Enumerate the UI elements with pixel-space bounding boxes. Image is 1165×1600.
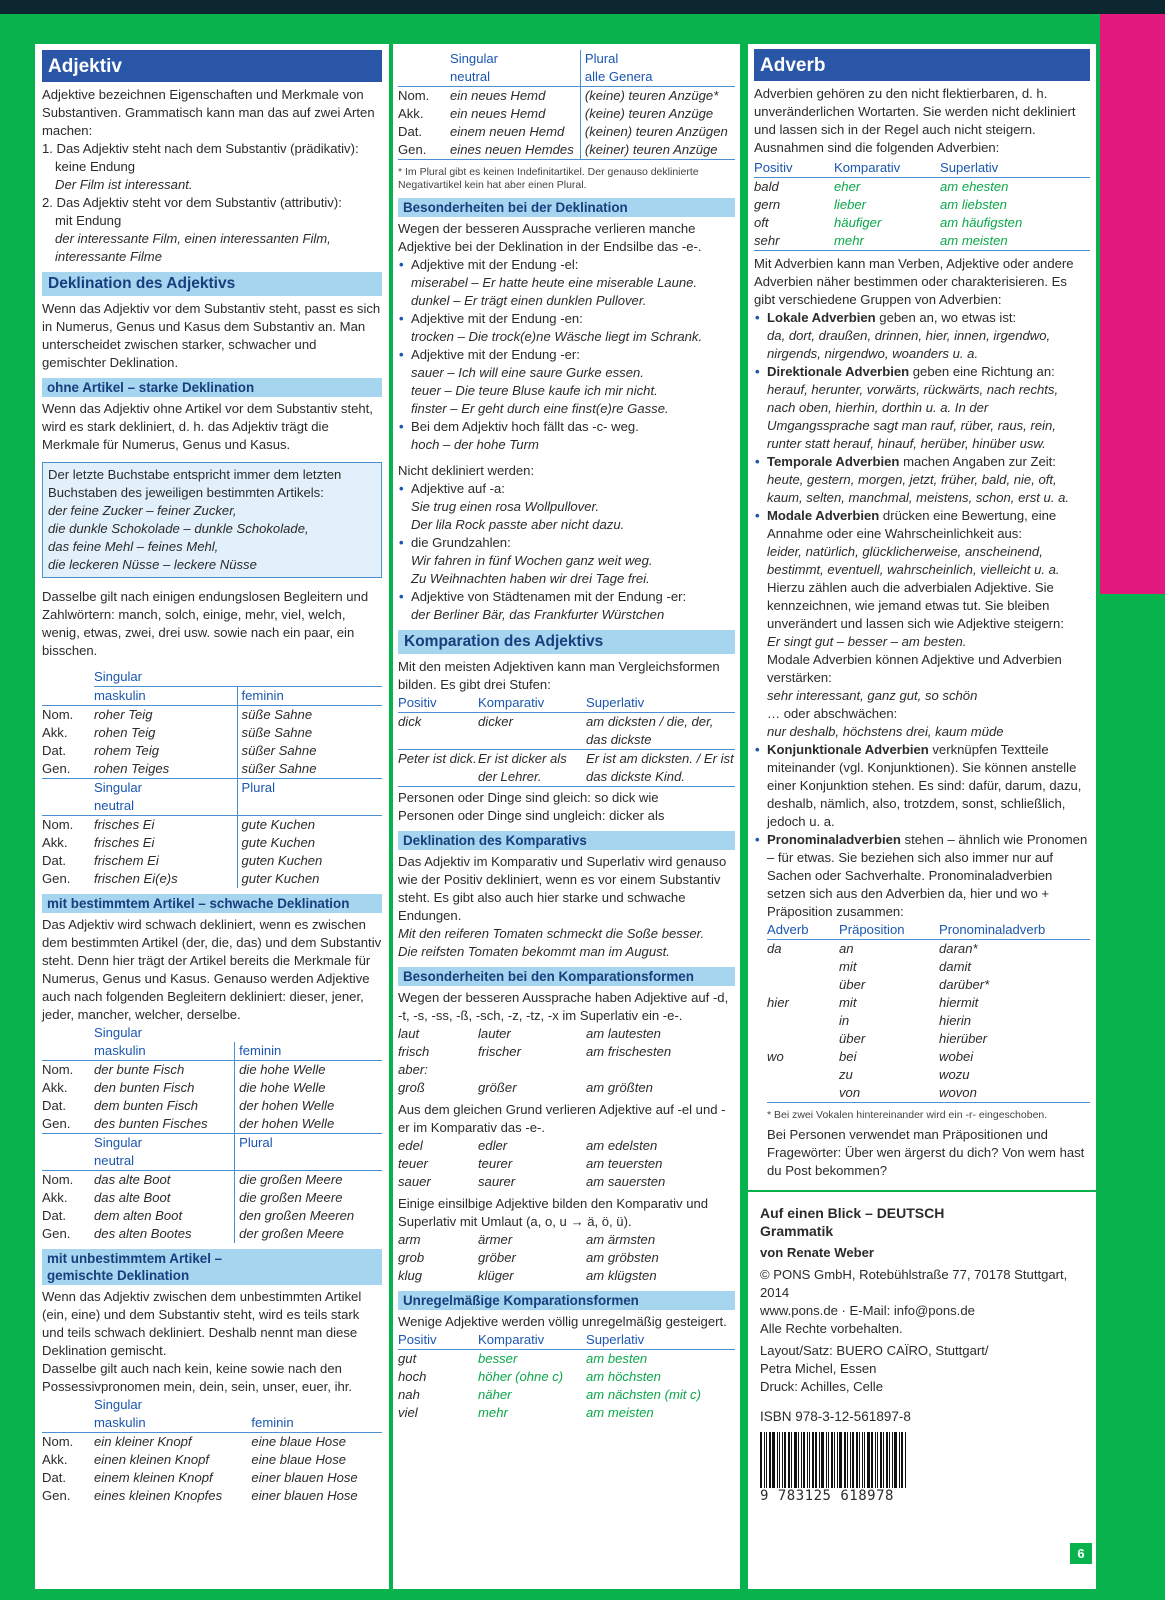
table-adverb-comparison <box>754 159 1090 251</box>
table-row: Gen. frischen Ei(e)s guter Kuchen <box>42 870 382 888</box>
barcode-bar <box>837 1432 838 1488</box>
table-header: Positiv <box>754 160 793 175</box>
table-row: Nom. ein kleiner Knopf eine blaue Hose <box>42 1434 347 1449</box>
barcode-bar <box>867 1432 870 1488</box>
table-row: Akk. den bunten Fisch die hohe Welle <box>42 1079 382 1097</box>
list-item: • Lokale Adverbien geben an, wo etwas ist: da, dort, draußen, drinnen, hier, innen, irgendwo, nirgends, nirgendwo, woanders u. a. <box>754 309 1090 363</box>
table-row: grob gröber am gröbsten <box>398 1250 659 1265</box>
table-row: Dat. dem bunten Fisch der hohen Welle <box>42 1097 382 1115</box>
barcode-bar <box>892 1432 893 1488</box>
table-row: nah näher am nächsten (mit c) <box>398 1387 701 1402</box>
table-row: Gen. des alten Bootes der großen Meere <box>42 1225 382 1243</box>
barcode-bar <box>856 1432 858 1488</box>
comp-equal: Personen oder Dinge sind gleich: so dick wie <box>398 790 659 805</box>
table-header: feminin <box>251 1415 294 1430</box>
table-row: gut besser am besten <box>398 1351 648 1366</box>
comp-intro: Mit den meisten Adjektiven kann man Vergleichsformen bilden. Es gibt drei Stufen: <box>398 659 720 692</box>
table-row: Gen. eines kleinen Knopfes einer blauen Hose <box>42 1488 358 1503</box>
table-row: Nom. ein neues Hemd (keine) teuren Anzüge* <box>398 87 735 106</box>
column-adjektiv <box>35 44 389 1589</box>
table-header: alle Genera <box>580 68 735 87</box>
table-row: Akk. rohen Teig süße Sahne <box>42 724 382 742</box>
list-item: • Adjektive von Städtenamen mit der Endung -er: der Berliner Bär, das Frankfurter Würstchen <box>398 588 735 624</box>
table-row: wo bei wobei <box>767 1049 974 1064</box>
bk-text-3: Einige einsilbige Adjektive bilden den Komparativ und Superlativ mit Umlaut (a, o, u → ä, ö, ü). <box>398 1196 709 1229</box>
barcode-bar <box>862 1432 863 1488</box>
column-adverb <box>748 44 1096 1589</box>
isbn: ISBN 978-3-12-561897-8 <box>760 1409 911 1424</box>
barcode-bar <box>784 1432 786 1488</box>
barcode-bar <box>815 1432 817 1488</box>
table-bk1 <box>398 1025 735 1097</box>
table-row: über darüber* <box>839 977 990 992</box>
decl-text: Wenn das Adjektiv vor dem Substantiv steht, passt es sich in Numerus, Genus und Kasus dem Substantiv an. Man unterscheidet zwischen starker, schwacher und gemischter Deklination. <box>42 301 381 370</box>
barcode-bar <box>779 1432 780 1488</box>
heading-deklination-komparativ: Deklination des Komparativs <box>398 831 735 850</box>
barcode-bar <box>877 1432 878 1488</box>
table-row: Nom. frisches Ei gute Kuchen <box>42 816 382 835</box>
table-bk3 <box>398 1231 735 1285</box>
column-komparation <box>393 44 740 1589</box>
groups-intro: Mit Adverbien kann man Verben, Adjektive oder andere Adverbien näher bestimmen oder charakterisieren. Es gibt verschiedene Gruppen von Adverbien: <box>754 256 1074 307</box>
table-header: Komparativ <box>478 1332 545 1347</box>
barcode-bar <box>760 1432 762 1488</box>
table-header: Plural <box>580 50 735 68</box>
table-header: Pronominaladverb <box>939 922 1046 937</box>
comp-unequal: Personen oder Dinge sind ungleich: dicker als <box>398 808 665 823</box>
table-header: Adverb <box>767 922 809 937</box>
barcode-bar <box>901 1432 903 1488</box>
table-header: Präposition <box>839 922 905 937</box>
barcode-bar <box>772 1432 775 1488</box>
table-header: Komparativ <box>478 695 545 710</box>
table-row: Gen. des bunten Fisches der hohen Welle <box>42 1115 382 1134</box>
info-box <box>42 462 382 578</box>
table-row: Nom. roher Teig süße Sahne <box>42 706 382 725</box>
list-item: • Pronominaladverbien stehen – ähnlich wie Pronomen – für etwas. Sie beziehen sich also immer nur auf Sachen oder Sachverhalte. Pronominaladverbien setzen sich aus den Adverbien da, hier und wo + Präposition zusammen: <box>754 831 1090 921</box>
dk-text: Das Adjektiv im Komparativ und Superlativ wird genauso wie der Positiv dekliniert, wenn es vor einem Substantiv steht. Es gibt also auch hier starke und schwache Endungen. <box>398 854 727 923</box>
table-row: Dat. frischem Ei guten Kuchen <box>42 852 382 870</box>
barcode-bar <box>809 1432 810 1488</box>
table-header: Komparativ <box>834 160 901 175</box>
section-title-adjektiv: Adjektiv <box>42 50 382 82</box>
table-row: hoch höher (ohne c) am höchsten <box>398 1369 661 1384</box>
table-row: oft häufiger am häufigsten <box>754 215 1023 230</box>
list-item-1: 1. Das Adjektiv steht nach dem Substantiv (prädikativ): <box>42 141 359 156</box>
table-header: maskulin <box>94 1415 146 1430</box>
same-text: Dasselbe gilt nach einigen endungslosen Begleitern und Zahlwörtern: manch, solch, einige, mehr, viel, welch, wenig, etwas, zwei, drei usw. sowie nach ein paar, ein bisschen. <box>42 589 369 658</box>
book-title: Auf einen Blick – DEUTSCH <box>760 1205 945 1221</box>
not-declined-list <box>398 480 735 624</box>
table-header: Singular <box>94 1397 143 1412</box>
table-row: dick dicker am dicksten / die, der, das dickste <box>398 713 735 750</box>
table-row: Nom. der bunte Fisch die hohe Welle <box>42 1061 382 1080</box>
barcode-bar <box>847 1432 848 1488</box>
heading-schwache-deklination: mit bestimmtem Artikel – schwache Deklination <box>42 894 382 913</box>
weak-text: Das Adjektiv wird schwach dekliniert, wenn es zwischen dem bestimmten Artikel (der, die, das) und dem Substantiv steht. Denn hier trägt der Artikel bereits die Merkmale für Numerus, Genus und Kasus. Genauso werden Adjektive auch nach folgenden Begleitern dekliniert: dieser, jener, jeder, mancher, welcher, derselbe. <box>42 917 382 1022</box>
table-strong <box>42 668 382 888</box>
barcode-bar <box>794 1432 797 1488</box>
table-row: aber: <box>398 1062 428 1077</box>
table-row: frisch frischer am frischesten <box>398 1044 672 1059</box>
strong-text: Wenn das Adjektiv ohne Artikel vor dem Substantiv steht, wird es stark dekliniert, d. h. das Adjektiv trägt die Merkmale für Numerus, Genus und Kasus. <box>42 401 373 452</box>
publisher-info <box>748 1190 1096 1504</box>
list-item: • Adjektive mit der Endung -er: sauer – Ich will eine saure Gurke essen. teuer – Die teure Bluse kaufe ich mir nicht. finster – Er geht durch eine finst(e)re Gasse. <box>398 346 735 418</box>
heading-besonderheiten-komparation: Besonderheiten bei den Komparationsformen <box>398 967 735 986</box>
table-row: Akk. einen kleinen Knopf eine blaue Hose <box>42 1452 347 1467</box>
table-comparison <box>398 694 735 787</box>
barcode-bar <box>844 1432 846 1488</box>
section-title-adverb: Adverb <box>754 49 1090 81</box>
mixed-text-2: Dasselbe gilt auch nach kein, keine sowie nach den Possessivpronomen mein, dein, sein, unser, euer, ihr. <box>42 1361 353 1394</box>
table-row: Nom. das alte Boot die großen Meere <box>42 1171 382 1190</box>
table-header: maskulin <box>94 688 146 703</box>
top-dark-bar <box>0 0 1165 14</box>
table-row: zu wozu <box>839 1067 970 1082</box>
barcode-bar <box>807 1432 808 1488</box>
barcode-bar <box>812 1432 814 1488</box>
adverb-intro: Adverbien gehören zu den nicht flektierbaren, d. h. unveränderlichen Wortarten. Sie werden nicht dekliniert und lassen sich in der Regel auch nicht steigern. Ausnahmen sind die folgenden Adverbien: <box>754 86 1076 155</box>
mixed-text: Wenn das Adjektiv zwischen dem unbestimmten Artikel (ein, eine) und dem Substantiv steht, wird es teils stark und teils schwach dekliniert. Deshalb nennt man diese Deklination gemischt. <box>42 1289 362 1358</box>
table-header: Plural <box>235 1134 382 1153</box>
list-item: • Modale Adverbien drücken eine Bewertung, eine Annahme oder eine Wahrscheinlichkeit aus: leider, natürlich, glücklicherweise, anscheinend, bestimmt, eventuell, wahrscheinlich, vielleicht u. a. Hierzu zählen auch die adverbialen Adjektive. Sie kennzeichnen, wie jemand etwas tut. Sie bleiben unverändert und lassen sich wie Adjektive steigern: Er singt gut – besser – am besten. Modale Adverbien können Adjektive und Adverbien verstärken: sehr interessant, ganz gut, so schön … oder abschwächen: nur deshalb, höchstens drei, kaum müde <box>754 507 1090 741</box>
barcode-bar <box>889 1432 890 1488</box>
barcode-bar <box>782 1432 783 1488</box>
box-example: die dunkle Schokolade – dunkle Schokolade, <box>48 521 309 536</box>
barcode-bar <box>859 1432 860 1488</box>
barcode-bar <box>875 1432 876 1488</box>
barcode-bar <box>826 1432 827 1488</box>
table-row: Peter ist dick. Er ist dicker als der Lehrer. Er ist am dicksten. / Er ist das dickste Kind. <box>398 750 735 787</box>
table-header: Positiv <box>398 695 437 710</box>
table-row: klug klüger am klügsten <box>398 1268 657 1283</box>
dk-example: Mit den reiferen Tomaten schmeckt die Soße besser. <box>398 926 705 941</box>
table-bk2 <box>398 1137 735 1191</box>
intro-text: Adjektive bezeichnen Eigenschaften und Merkmale von Substantiven. Grammatisch kann man das auf zwei Arten machen: <box>42 87 375 138</box>
table-row: laut lauter am lautesten <box>398 1026 661 1041</box>
table-row: hier mit hiermit <box>767 995 979 1010</box>
barcode-bar <box>791 1432 792 1488</box>
table-row: Akk. frisches Ei gute Kuchen <box>42 834 382 852</box>
table-row: Akk. das alte Boot die großen Meere <box>42 1189 382 1207</box>
table-row: Akk. ein neues Hemd (keine) teuren Anzüge <box>398 105 735 123</box>
table-header: Singular <box>94 668 382 687</box>
barcode-bar <box>834 1432 835 1488</box>
barcode-bar <box>801 1432 802 1488</box>
table-row: über hierüber <box>839 1031 988 1046</box>
list-item: • Adjektive mit der Endung -en: trocken – Die trock(e)ne Wäsche liegt im Schrank. <box>398 310 735 346</box>
special-list <box>398 256 735 454</box>
barcode-bar <box>894 1432 897 1488</box>
barcode-bar <box>764 1432 765 1488</box>
list-item: • Bei dem Adjektiv hoch fällt das -c- weg. hoch – der hohe Turm <box>398 418 735 454</box>
table-row: sehr mehr am meisten <box>754 232 1090 251</box>
not-declined-heading: Nicht dekliniert werden: <box>398 463 535 478</box>
box-intro: Der letzte Buchstabe entspricht immer dem letzten Buchstaben des jeweiligen bestimmten Artikels: <box>48 467 342 500</box>
table-mixed-cont <box>398 50 735 160</box>
table-row: Gen. eines neuen Hemdes (keiner) teuren Anzüge <box>398 141 735 160</box>
table-row: Gen. rohen Teiges süßer Sahne <box>42 760 382 779</box>
table-row: von wovon <box>767 1084 1090 1103</box>
table-row: bald eher am ehesten <box>754 179 1009 194</box>
heading-besonderheiten-deklination: Besonderheiten bei der Deklination <box>398 198 735 217</box>
pink-side-tab <box>1100 14 1165 594</box>
heading-unregelmaessig: Unregelmäßige Komparationsformen <box>398 1291 735 1310</box>
barcode-bar <box>828 1432 829 1488</box>
list-item: • die Grundzahlen: Wir fahren in fünf Wochen ganz weit weg. Zu Weihnachten haben wir drei Tage frei. <box>398 534 735 588</box>
table-row: groß größer am größten <box>398 1080 653 1095</box>
table-pronominal <box>767 921 1090 1103</box>
bk-text-2: Aus dem gleichen Grund verlieren Adjektive auf -el und -er im Komparativ das -e-. <box>398 1102 726 1135</box>
list-item: • Direktionale Adverbien geben eine Richtung an: herauf, herunter, vorwärts, rückwärts, nach rechts, nach oben, hierhin, dorthin u. a. In der Umgangssprache sagt man rauf, rüber, raus, rein, runter statt herauf, hinauf, herüber, hinüber usw. <box>754 363 1090 453</box>
list-item: • Adjektive mit der Endung -el: miserabel – Er hatte heute eine miserable Laune. dunkel – Er trägt einen dunklen Pullover. <box>398 256 735 310</box>
barcode-bar <box>871 1432 873 1488</box>
barcode-bar <box>880 1432 882 1488</box>
table-row: viel mehr am meisten <box>398 1405 654 1420</box>
table-row: Dat. einem neuen Hemd (keinen) teuren Anzügen <box>398 123 735 141</box>
list-item-2-detail: mit Endung <box>55 213 122 228</box>
special-intro: Wegen der besseren Aussprache verlieren manche Adjektive bei der Deklination in der Endsilbe das -e-. <box>398 221 702 254</box>
layout-credit-2: Petra Michel, Essen <box>760 1361 877 1376</box>
list-item-2-example: der interessante Film, einen interessanten Film, interessante Filme <box>55 231 331 264</box>
table-row: Dat. einem kleinen Knopf einer blauen Hose <box>42 1470 358 1485</box>
table-row: da an daran* <box>767 941 978 956</box>
list-item: • Temporale Adverbien machen Angaben zur Zeit: heute, gestern, morgen, jetzt, früher, bald, nie, oft, kaum, selten, manchmal, meistens, schon, erst u. a. <box>754 453 1090 507</box>
barcode-digits: 9 783125 618978 <box>760 1488 894 1504</box>
barcode-bar <box>886 1432 888 1488</box>
barcode-bar <box>769 1432 771 1488</box>
table-row: in hierin <box>839 1013 972 1028</box>
table-row: edel edler am edelsten <box>398 1138 658 1153</box>
publisher-address: © PONS GmbH, Rotebühlstraße 77, 70178 Stuttgart, 2014 <box>760 1267 1068 1300</box>
layout-credit: Layout/Satz: BUERO CAÏRO, Stuttgart/ <box>760 1343 989 1358</box>
table-header: feminin <box>235 1042 382 1061</box>
barcode-bar <box>883 1432 884 1488</box>
table-header: neutral <box>450 69 491 84</box>
box-example: die leckeren Nüsse – leckere Nüsse <box>48 557 257 572</box>
barcode-bar <box>803 1432 805 1488</box>
table-header: Plural <box>237 779 382 798</box>
barcode-bar <box>819 1432 820 1488</box>
author: von Renate Weber <box>760 1245 874 1260</box>
table-header: Singular <box>94 1135 143 1150</box>
heading-starke-deklination: ohne Artikel – starke Deklination <box>42 378 382 397</box>
barcode-bar <box>899 1432 900 1488</box>
bk-text: Wegen der besseren Aussprache haben Adjektive auf -d, -t, -s, -ss, -ß, -sch, -z, -tz, -x im Superlativ ein -e-. <box>398 990 729 1023</box>
barcode-bar <box>839 1432 842 1488</box>
table-header: feminin <box>237 687 382 706</box>
list-item-1-detail: keine Endung <box>55 159 136 174</box>
personen-text: Bei Personen verwendet man Präpositionen und Fragewörter: Über wen ärgerst du dich? Von wem hast du Post bekommen? <box>767 1127 1085 1178</box>
barcode-bar <box>798 1432 799 1488</box>
dk-example: Die reifsten Tomaten bekommt man im August. <box>398 944 670 959</box>
list-item-1-example: Der Film ist interessant. <box>55 177 193 192</box>
table-header: neutral <box>94 1153 135 1168</box>
barcode-bar <box>788 1432 790 1488</box>
heading-komparation: Komparation des Adjektivs <box>398 630 735 654</box>
box-example: der feine Zucker – feiner Zucker, <box>48 503 237 518</box>
table-header: Superlativ <box>586 695 645 710</box>
list-item: • Adjektive auf -a: Sie trug einen rosa Wollpullover. Der lila Rock passte aber nicht dazu. <box>398 480 735 534</box>
list-item: • Konjunktionale Adverbien verknüpfen Textteile miteinander (vgl. Konjunktionen). Sie können anstelle einer Konjunktion stehen. Es sind: dafür, darum, dazu, deshalb, nämlich, also, trotzdem, sonst, schließlich, jedoch u. a. <box>754 741 1090 831</box>
table-row: gern lieber am liebsten <box>754 197 1007 212</box>
barcode-bars <box>760 1432 915 1488</box>
barcode-bar <box>852 1432 854 1488</box>
heading-deklination: Deklination des Adjektivs <box>42 272 382 296</box>
table-row: Dat. rohem Teig süßer Sahne <box>42 742 382 760</box>
table-header: Superlativ <box>586 1332 645 1347</box>
table-row: sauer saurer am sauersten <box>398 1174 666 1189</box>
barcode-bar <box>766 1432 767 1488</box>
box-example: das feine Mehl – feines Mehl, <box>48 539 219 554</box>
publisher-web: www.pons.de · E-Mail: info@pons.de <box>760 1303 975 1318</box>
book-subtitle: Grammatik <box>760 1223 834 1239</box>
list-item-2: 2. Das Adjektiv steht vor dem Substantiv (attributiv): <box>42 195 342 210</box>
table-row: mit damit <box>839 959 972 974</box>
barcode-bar <box>864 1432 865 1488</box>
barcode <box>760 1432 915 1504</box>
table-irregular <box>398 1331 735 1422</box>
footnote: * Im Plural gibt es keinen Indefinitartikel. Der genauso deklinierte Negativartikel kein hat aber einen Plural. <box>398 166 699 191</box>
barcode-bar <box>905 1432 906 1488</box>
rights: Alle Rechte vorbehalten. <box>760 1321 903 1336</box>
pronominal-footnote: * Bei zwei Vokalen hintereinander wird ein -r- eingeschoben. <box>767 1109 1048 1121</box>
table-header: Singular <box>450 51 499 66</box>
table-row: teuer teurer am teuersten <box>398 1156 663 1171</box>
barcode-bar <box>850 1432 851 1488</box>
page-number: 6 <box>1070 1543 1092 1564</box>
table-header: Superlativ <box>940 160 999 175</box>
table-header: Singular <box>94 780 143 795</box>
table-mixed <box>42 1396 382 1505</box>
table-header: maskulin <box>94 1043 146 1058</box>
barcode-bar <box>821 1432 824 1488</box>
heading-gemischte-deklination: mit unbestimmtem Artikel – gemischte Deklination <box>42 1249 382 1285</box>
barcode-bar <box>831 1432 833 1488</box>
irr-text: Wenige Adjektive werden völlig unregelmäßig gesteigert. <box>398 1314 727 1329</box>
barcode-bar <box>777 1432 778 1488</box>
table-row: Dat. dem alten Boot den großen Meeren <box>42 1207 382 1225</box>
table-header: Singular <box>94 1025 143 1040</box>
table-weak <box>42 1024 382 1243</box>
adverb-groups-list <box>754 309 1090 921</box>
table-row: arm ärmer am ärmsten <box>398 1232 656 1247</box>
table-header: Positiv <box>398 1332 437 1347</box>
table-header: neutral <box>94 798 135 813</box>
print-credit: Druck: Achilles, Celle <box>760 1379 883 1394</box>
